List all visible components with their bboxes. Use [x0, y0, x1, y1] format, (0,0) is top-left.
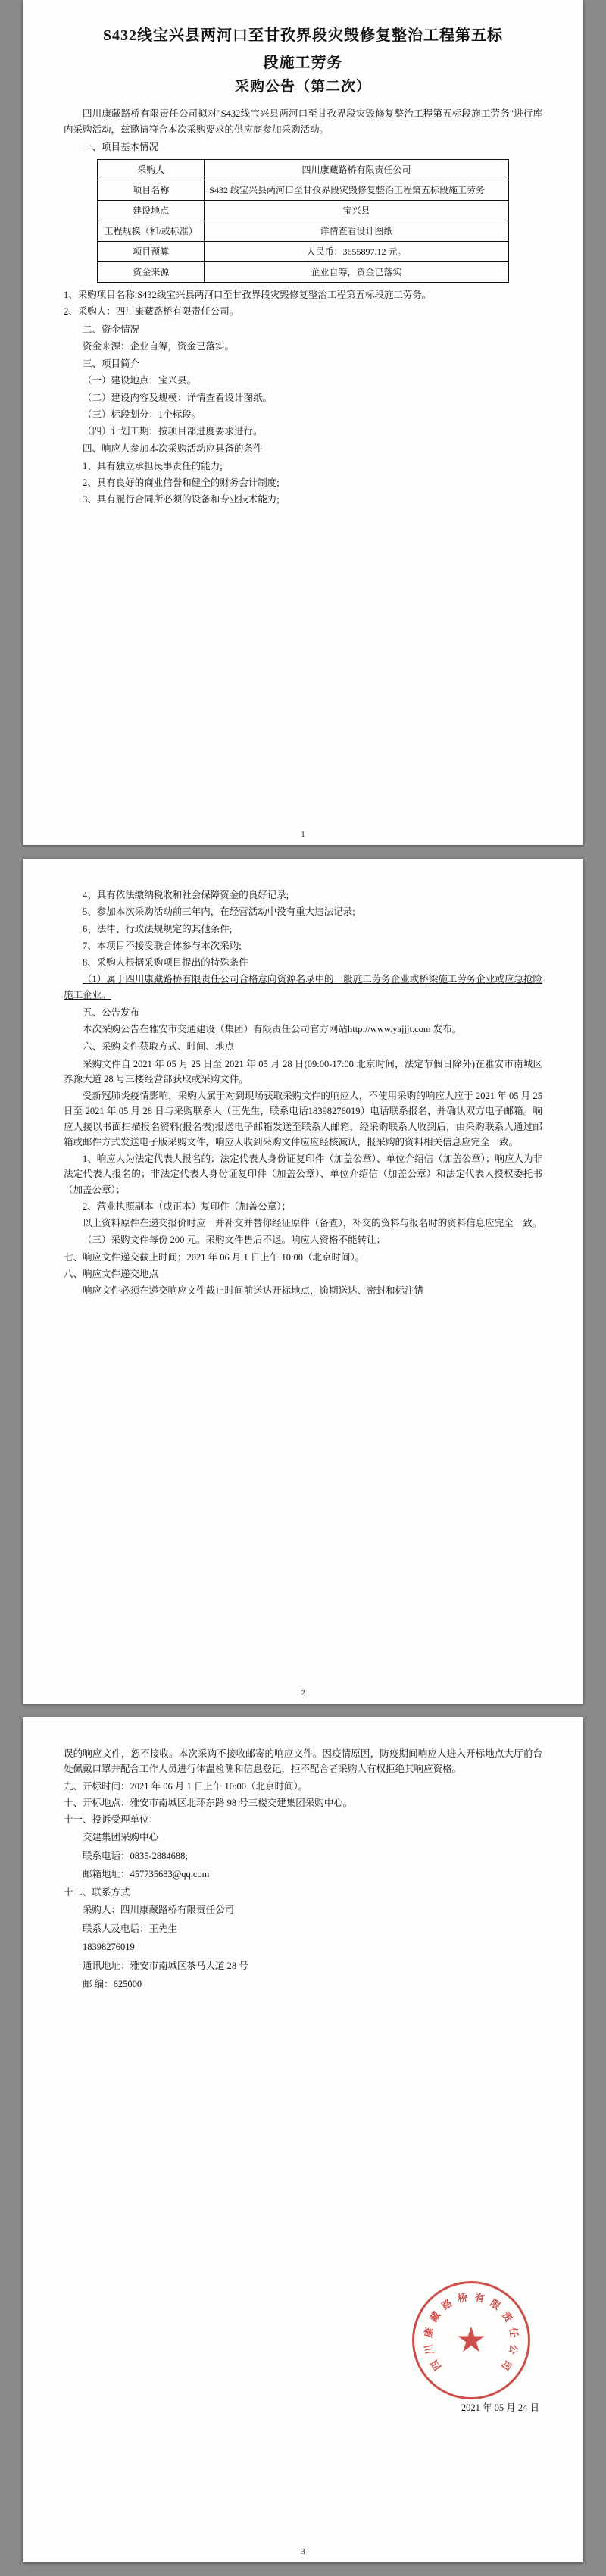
section-heading-11: 十一、投诉受理单位：	[64, 1814, 159, 1825]
section-heading-6: 六、采购文件获取方式、时间、地点	[83, 1041, 235, 1053]
document-page-1	[23, 0, 583, 845]
paragraph-3: 资金来源：企业自筹，资金已落实。	[83, 340, 235, 352]
paragraph-37: 邮 编：625000	[83, 1979, 142, 1989]
paragraph-32: 邮箱地址：457735683@qq.com	[83, 1869, 210, 1880]
page-subtitle: 采购公告（第二次）	[234, 79, 371, 95]
paragraph-16-underlined: （1）属于四川康藏路桥有限责任公司合格意向资源名录中的一般施工劳务企业或桥梁施工劳务企业或应急抢险施工企业。	[64, 974, 542, 1000]
signature-date: 2021 年 05 月 24 日	[461, 2402, 539, 2413]
paragraph-7: （四）计划工期：按项目部进度要求进行。	[83, 426, 263, 437]
page-number: 2	[301, 1689, 305, 1698]
seal-ring-text: 四 川 康 藏 路 桥 有 限 责 任 公 司	[422, 2291, 520, 2373]
paragraph-1: 1、采购项目名称:S432线宝兴县两河口至甘孜界段灾毁修复整治工程第五标段施工劳务。	[64, 290, 432, 301]
page-title-line1: S432线宝兴县两河口至甘孜界段灾毁修复整治工程第五标	[102, 27, 504, 44]
paragraph-31: 联系电话：0835-2884688;	[83, 1850, 188, 1861]
section-heading-4: 四、响应人参加本次采购活动应具备的条件	[83, 443, 263, 455]
paragraph-10: 3、具有履行合同所必须的设备和专业技术能力;	[83, 494, 280, 505]
table-cell-label: 项目名称	[98, 180, 205, 201]
document-page-3	[23, 1717, 583, 2562]
paragraph-18: 采购文件自 2021 年 05 月 25 日至 2021 年 05 月 28 日(09:00-17:00 北京时间，法定节假日除外)在雅安市南城区养豫大道 28 号三楼经营部获取或采购文件。	[64, 1058, 542, 1085]
paragraph-14: 7、本项目不接受联合体参与本次采购;	[83, 940, 242, 951]
paragraph-29: 十、开标地点：雅安市南城区北环东路 98 号三楼交建集团采购中心。	[64, 1797, 353, 1808]
table-cell-label: 建设地点	[98, 201, 205, 221]
table-cell-label: 工程规模（和/或标准）	[98, 221, 205, 242]
paragraph-30: 交建集团采购中心	[83, 1832, 159, 1843]
paragraph-23: （三）采购文件每份 200 元。采购文件售后不退。响应人资格不能转让；	[83, 1235, 386, 1246]
table-cell-value: 宝兴县	[205, 201, 508, 221]
paragraph-34: 联系人及电话：王先生	[83, 1923, 178, 1934]
page-title-line2: 段施工劳务	[263, 55, 343, 71]
paragraph-26: 响应文件必须在递交响应文件截止时间前送达开标地点，逾期送达、密封和标注错	[83, 1285, 424, 1296]
company-seal-stamp	[412, 2281, 530, 2399]
paragraph-4: （一）建设地点：宝兴县。	[83, 375, 197, 387]
paragraph-33: 采购人：四川康藏路桥有限责任公司	[83, 1905, 235, 1915]
paragraph-15: 8、采购人根据采购项目提出的特殊条件	[83, 957, 248, 968]
page-number: 3	[301, 2547, 305, 2556]
table-row	[98, 180, 509, 201]
paragraph-12: 5、参加本次采购活动前三年内，在经营活动中没有重大违法记录;	[83, 906, 355, 918]
paragraph-6: （三）标段划分：1个标段。	[83, 408, 201, 420]
paragraph-36: 通讯地址：雅安市南城区茶马大道 28 号	[83, 1960, 248, 1971]
paragraph-19: 受新冠肺炎疫情影响，采购人属于对到现场获取采购文件的响应人，不使用采购的响应人应于 2021 年 05 月 25 日至 2021 年 05 月 28 日与采购联系人（王先生，联系电话18398276019）电话联系报名，并确认双方电子邮箱。响应人接以书面扫描报名资料(报名表)报送电子邮箱发送至联系人邮箱，经采购联系人收到后，由采购联系人通过邮箱或邮件方式发送电子版采购文件，响应人收到采购文件应应经核减认，报采购的资料相关信息应完全一致。	[64, 1091, 542, 1147]
document-page-2	[23, 859, 583, 1704]
section-heading-2: 二、资金情况	[83, 324, 140, 335]
paragraph-35: 18398276019	[83, 1942, 135, 1952]
paragraph-9: 2、具有良好的商业信誉和健全的财务会计制度;	[83, 477, 280, 488]
table-cell-label: 资金来源	[98, 262, 205, 283]
table-cell-value: 企业自筹，资金已落实	[205, 262, 508, 283]
section-heading-3: 三、项目简介	[83, 358, 140, 370]
paragraph-2: 2、采购人：四川康藏路桥有限责任公司。	[64, 306, 239, 318]
page-number: 1	[301, 830, 305, 839]
table-cell-value: 四川康藏路桥有限责任公司	[205, 160, 508, 180]
paragraph-24: 七、响应文件递交截止时间；2021 年 06 月 1 日上午 10:00（北京时间）。	[64, 1251, 365, 1263]
paragraph-13: 6、法律、行政法规规定的其他条件;	[83, 923, 233, 934]
paragraph-27: 误的响应文件，恕不接收。本次采购不接收邮寄的响应文件。因疫情原因，防疫期间响应人进入开标地点大厅前台处佩戴口罩并配合工作人员进行体温检测和信息登记，拒不配合者采购人有权拒绝其响应资格。	[64, 1748, 542, 1775]
table-row	[98, 262, 509, 283]
intro-paragraph: 四川康藏路桥有限责任公司拟对"S432线宝兴县两河口至甘孜界段灾毁修复整治工程第五标段施工劳务"进行库内采购活动，兹邀请符合本次采购要求的供应商参加采购活动。	[64, 108, 542, 135]
table-row	[98, 201, 509, 221]
section-heading-1: 一、项目基本情况	[83, 141, 159, 152]
table-row	[98, 160, 509, 180]
star-icon: ★	[455, 2321, 487, 2359]
paragraph-25: 八、响应文件递交地点	[64, 1268, 159, 1279]
paragraph-20: 1、响应人为法定代表人报名的；法定代表人身份证复印件（加盖公章）、单位介绍信（加盖公章）；响应人为非法定代表人报名的；非法定代表人身份证复印件（加盖公章）、单位介绍信（加盖公章）和法定代表人授权委托书（加盖公章）；	[64, 1153, 542, 1195]
table-cell-label: 采购人	[98, 160, 205, 180]
paragraph-17: 本次采购公告在雅安市交通建设（集团）有限责任公司官方网站http://www.yajjjt.com 发布。	[83, 1024, 462, 1034]
paragraph-28: 九、开标时间：2021 年 06 月 1 日上午 10:00（北京时间）。	[64, 1780, 308, 1792]
paragraph-21: 2、营业执照副本（或正本）复印件（加盖公章）；	[83, 1200, 292, 1212]
table-cell-label: 项目预算	[98, 242, 205, 262]
paragraph-8: 1、具有独立承担民事责任的能力;	[83, 460, 223, 471]
table-row	[98, 242, 509, 262]
section-heading-12: 十二、联系方式	[64, 1886, 130, 1898]
table-cell-value: 人民币：3655897.12 元。	[205, 242, 508, 262]
paragraph-11: 4、具有依法缴纳税收和社会保障资金的良好记录;	[83, 890, 289, 900]
table-row	[98, 221, 509, 242]
project-info-table	[97, 159, 509, 283]
paragraph-22: 以上资料原件在递交报价时应一并补交并替你经证原件（备查），补交的资料与报名时的资料信息应完全一致。	[83, 1218, 542, 1229]
table-cell-value: 详情查看设计图纸	[205, 221, 508, 242]
paragraph-5: （二）建设内容及规模：详情查看设计图纸。	[83, 392, 273, 403]
table-cell-value: S432 线宝兴县两河口至甘孜界段灾毁修复整治工程第五标段施工劳务	[205, 180, 508, 201]
section-heading-5: 五、公告发布	[83, 1006, 140, 1018]
